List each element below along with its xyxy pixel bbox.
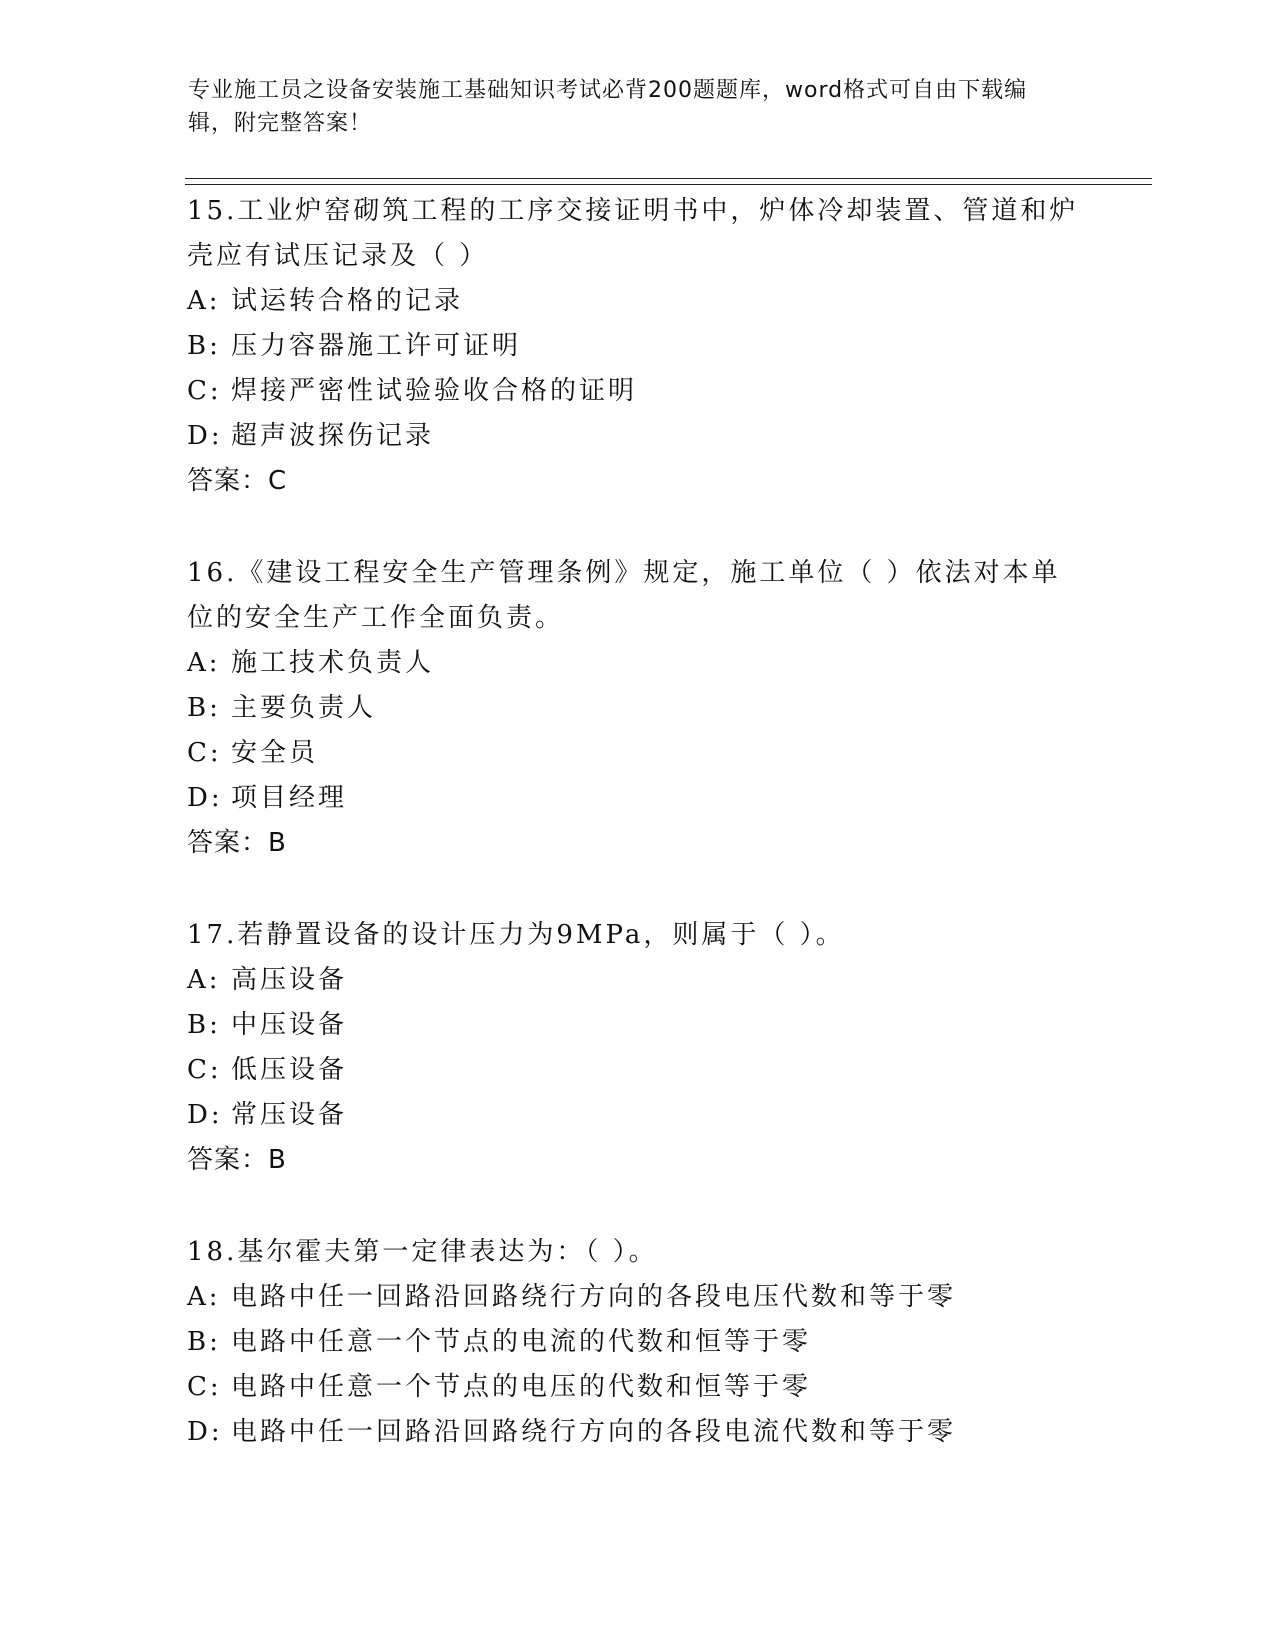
question-15 [187,189,1087,504]
option-letter: C: [187,738,222,768]
option-text: 压力容器施工许可证明 [231,331,522,361]
option-d [187,1093,1087,1138]
question-list [187,189,1087,1455]
option-letter: D: [187,1100,223,1130]
question-18 [187,1230,1087,1455]
option-letter: B: [187,1327,221,1357]
option-text: 超声波探伤记录 [231,421,435,451]
option-b [187,1320,1087,1365]
option-a [187,279,1087,324]
option-a [187,958,1087,1003]
option-letter: A: [187,1282,221,1312]
option-letter: A: [187,648,221,678]
answer-line: 答案：B [187,828,287,858]
option-d [187,776,1087,821]
option-c [187,731,1087,776]
option-text: 安全员 [231,738,319,768]
answer-line: 答案：B [187,1145,287,1175]
option-text: 高压设备 [231,965,348,995]
option-letter: D: [187,421,223,451]
option-b [187,1003,1087,1048]
option-d [187,414,1087,459]
option-text: 电路中任意一个节点的电流的代数和恒等于零 [231,1327,812,1357]
option-text: 试运转合格的记录 [231,286,464,316]
answer-line: 答案：C [187,466,288,496]
option-text: 常压设备 [231,1100,348,1130]
option-text: 电路中任意一个节点的电压的代数和恒等于零 [231,1372,812,1402]
question-17 [187,913,1087,1183]
option-letter: D: [187,1417,223,1447]
option-text: 主要负责人 [231,693,377,723]
option-letter: B: [187,331,221,361]
header-rule-bottom [185,184,1152,185]
option-letter: C: [187,1372,222,1402]
option-text: 项目经理 [231,783,348,813]
option-c [187,1048,1087,1093]
option-text: 低压设备 [231,1055,348,1085]
question-text: 17.若静置设备的设计压力为9MPa，则属于（ ）。 [187,920,845,950]
header-rule-top [185,178,1152,179]
option-text: 电路中任一回路沿回路绕行方向的各段电流代数和等于零 [231,1417,957,1447]
document-header: 专业施工员之设备安装施工基础知识考试必背200题题库，word格式可自由下载编辑，附完整答案！ [188,78,1028,136]
option-letter: D: [187,783,223,813]
option-a [187,1275,1087,1320]
option-letter: B: [187,1010,221,1040]
option-letter: C: [187,376,222,406]
option-text: 电路中任一回路沿回路绕行方向的各段电压代数和等于零 [231,1282,957,1312]
option-c [187,369,1087,414]
question-16 [187,551,1087,866]
option-text: 焊接严密性试验验收合格的证明 [231,376,638,406]
question-text: 15.工业炉窑砌筑工程的工序交接证明书中，炉体冷却装置、管道和炉壳应有试压记录及（ ） [187,196,1079,271]
option-letter: A: [187,965,221,995]
option-letter: A: [187,286,221,316]
question-text: 16.《建设工程安全生产管理条例》规定，施工单位（ ）依法对本单位的安全生产工作全面负责。 [187,558,1061,633]
question-text: 18.基尔霍夫第一定律表达为：（ ）。 [187,1237,658,1267]
option-text: 施工技术负责人 [231,648,435,678]
option-b [187,324,1087,369]
option-b [187,686,1087,731]
option-text: 中压设备 [231,1010,348,1040]
option-letter: B: [187,693,221,723]
option-d [187,1410,1087,1455]
option-c [187,1365,1087,1410]
option-a [187,641,1087,686]
option-letter: C: [187,1055,222,1085]
